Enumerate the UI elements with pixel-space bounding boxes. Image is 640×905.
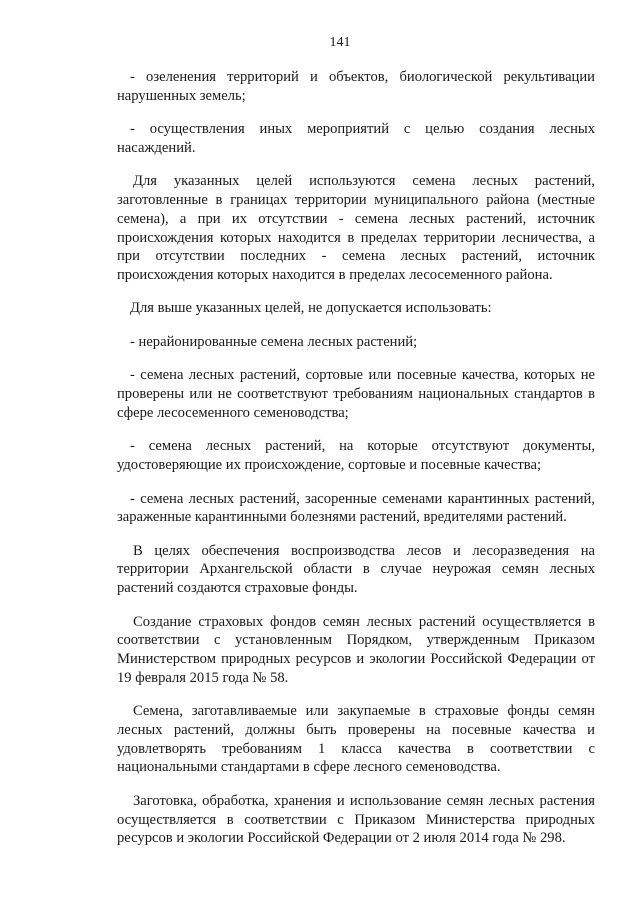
paragraph-contaminated-seeds: - семена лесных растений, засоренные семенами карантинных растений, зараженные карантинными болезнями растений, вредителями растений.: [117, 490, 595, 526]
paragraph-seed-sources: Для указанных целей используются семена лесных растений, заготовленные в границах территории муниципального района (местные семена), а при их отсутствии - семена лесных растений, источник происхождения которых находится в пределах территории лесничества, а при отсутствии последних - семена лесных растений, источник происхождения которых находится в пределах лесосеменного района.: [117, 173, 595, 283]
paragraph-undocumented-seeds: - семена лесных растений, на которые отсутствуют документы, удостоверяющие их происхождение, сортовые и посевные качества;: [117, 438, 595, 474]
paragraph-other-measures: - осуществления иных мероприятий с целью создания лесных насаждений.: [117, 121, 595, 156]
paragraph-insurance-funds: В целях обеспечения воспроизводства лесов и лесоразведения на территории Архангельской области в случае неурожая семян лесных растений создаются страховые фонды.: [117, 542, 595, 597]
paragraph-unchecked-seeds: - семена лесных растений, сортовые или посевные качества, которых не проверены или не соответствуют требованиям национальных стандартов в сфере лесосеменного семеноводства;: [117, 367, 595, 421]
page-number: 141: [329, 35, 351, 50]
document-body: [117, 68, 595, 863]
paragraph-seed-quality: Семена, заготавливаемые или закупаемые в страховые фонды семян лесных растений, должны быть проверены на посевные качества и удовлетворять требованиям 1 класса качества в соответствии с национальными стандартами в сфере лесного семеноводства.: [117, 703, 595, 776]
paragraph-landscaping: - озеленения территорий и объектов, биологической рекультивации нарушенных земель;: [117, 69, 595, 104]
paragraph-seed-handling: Заготовка, обработка, хранения и использование семян лесных растения осуществляется в соответствии с Приказом Министерства природных ресурсов и экологии Российской Федерации от 2 июля 2014 года № 298.: [117, 792, 595, 847]
paragraph-not-allowed-heading: Для выше указанных целей, не допускается использовать:: [130, 300, 492, 317]
paragraph-insurance-procedure: Создание страховых фондов семян лесных растений осуществляется в соответствии с установленным Порядком, утвержденным Приказом Министерством природных ресурсов и экологии Российской Федерации от 19 февраля 2015 года № 58.: [117, 613, 595, 686]
paragraph-non-zoned-seeds: - нерайонированные семена лесных растений;: [130, 333, 418, 350]
